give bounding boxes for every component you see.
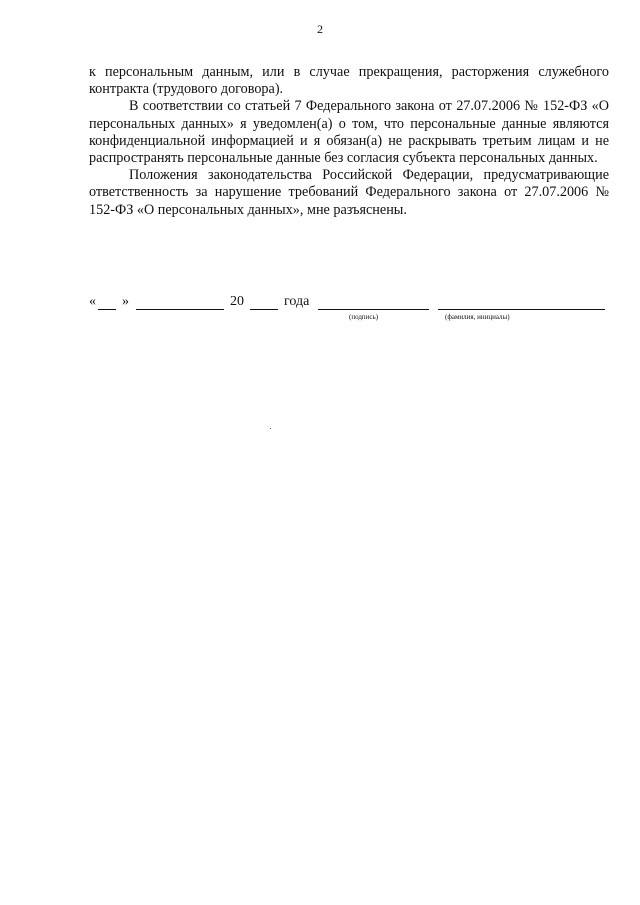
paragraph-liability: Положения законодательства Российской Федерации, предусматривающие ответственность за нарушение требований Федерального закона от 27.07.2006 № 152-ФЗ «О персональных данных», мне разъяснены.	[89, 167, 609, 218]
scan-speck	[270, 428, 271, 429]
year-suffix-label: года	[284, 294, 310, 309]
open-quote: «	[89, 294, 96, 309]
close-quote: »	[122, 294, 129, 309]
paragraph-notice: В соответствии со статьей 7 Федерального закона от 27.07.2006 № 152-ФЗ «О персональных данных» я уведомлен(а) о том, что персональные данные являются конфиденциальной информацией и я обязан(а) не раскрывать третьим лицам и не распространять персональные данные без согласия субъекта персональных данных.	[89, 98, 609, 167]
year-prefix: 20	[230, 294, 244, 309]
signature-caption: (подпись)	[349, 313, 379, 321]
paragraph-continuation: к персональным данным, или в случае прекращения, расторжения служебного контракта (трудового договора).	[89, 64, 609, 98]
page-number: 2	[317, 22, 323, 36]
name-caption: (фамилия, инициалы)	[445, 313, 510, 321]
day-blank-line[interactable]	[98, 309, 116, 310]
signature-block	[89, 294, 609, 326]
document-body	[89, 64, 609, 219]
year-blank-line[interactable]	[250, 309, 278, 310]
month-blank-line[interactable]	[136, 309, 224, 310]
name-blank-line[interactable]	[438, 309, 605, 310]
signature-blank-line[interactable]	[318, 309, 429, 310]
